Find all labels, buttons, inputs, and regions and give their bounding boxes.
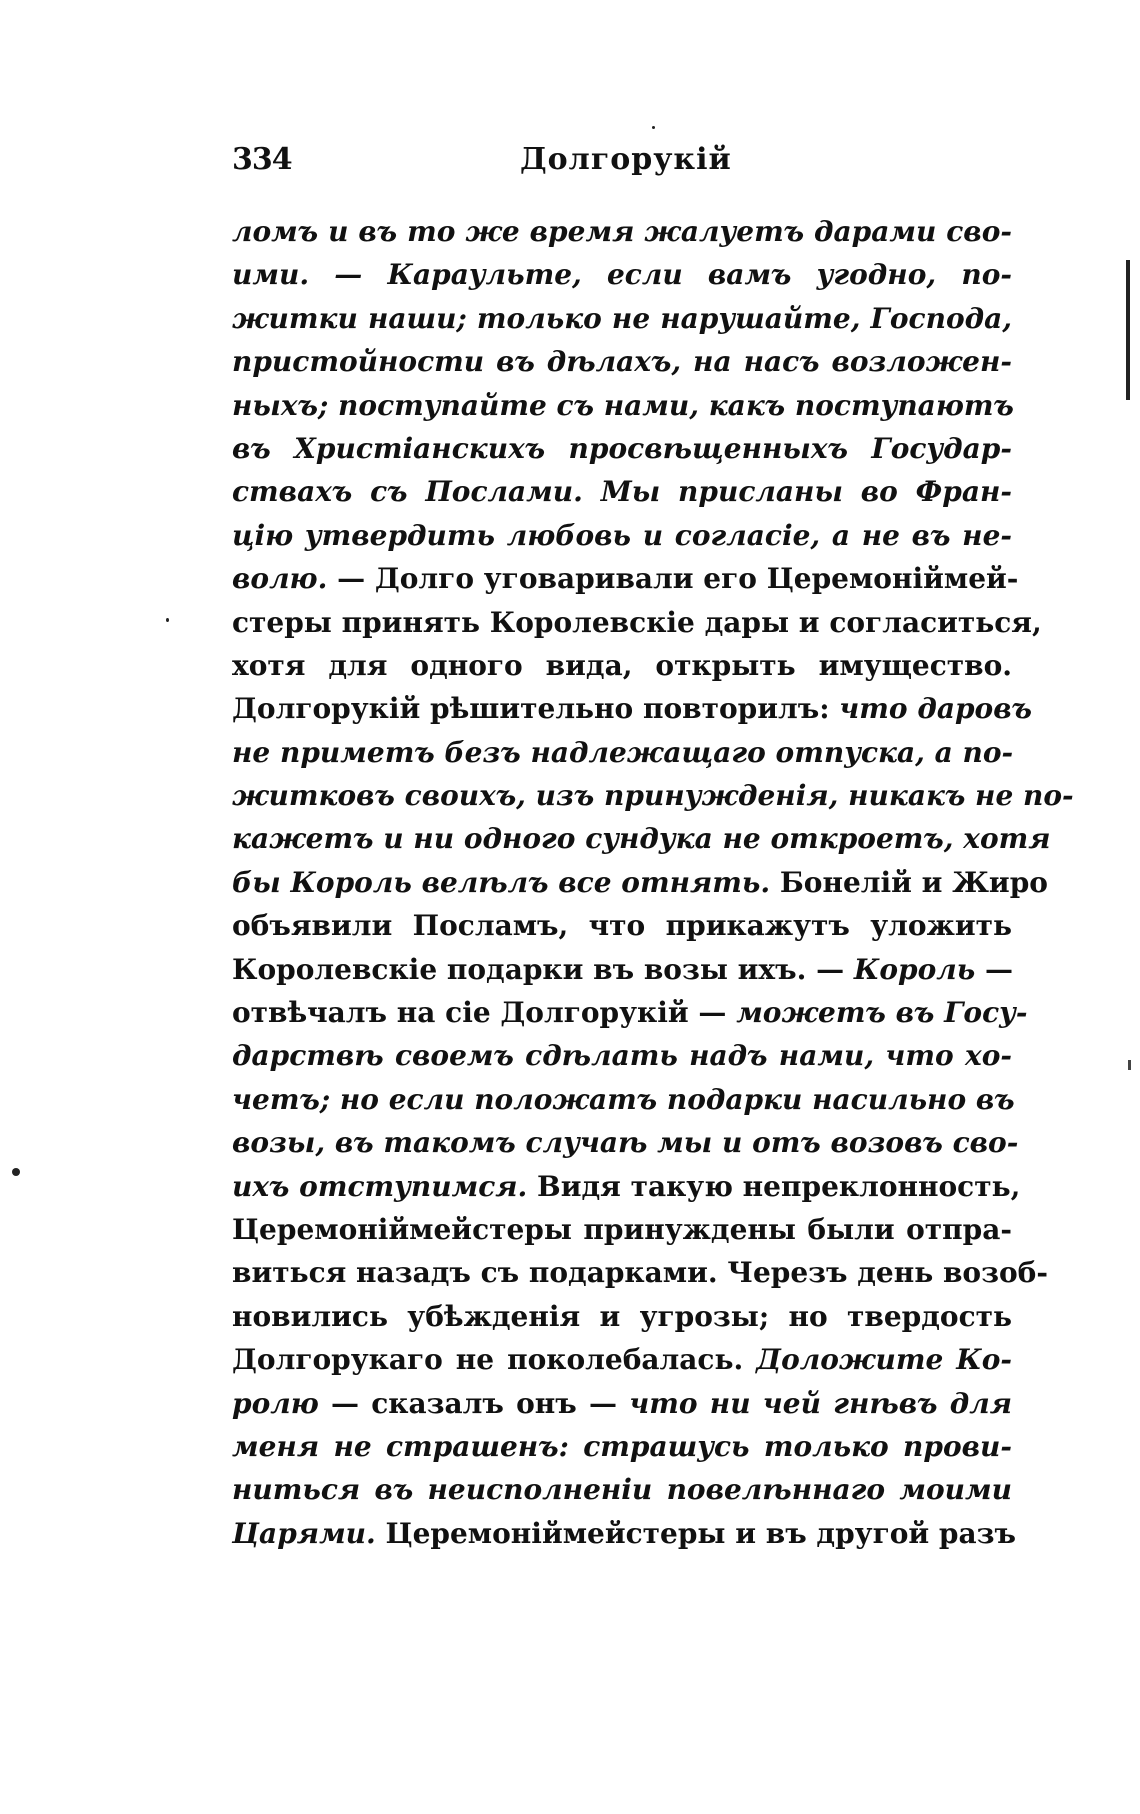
italic-segment: Доложите Ко- <box>756 1343 1012 1377</box>
text-line <box>232 210 1012 253</box>
text-line <box>232 1121 1019 1164</box>
roman-segment: — Долго уговаривали его Церемоніймей- <box>327 562 1019 596</box>
text-line <box>232 1425 1012 1468</box>
roman-segment: стеры принять Королевскіе дары и согласиться, <box>232 605 1042 639</box>
text-line <box>232 1382 1012 1425</box>
roman-segment: виться назадъ съ подарками. Черезъ день возоб- <box>232 1256 1048 1290</box>
body-text <box>232 210 1074 1555</box>
roman-segment: Церемоніймейстеры принуждены были отпра- <box>232 1212 1012 1246</box>
text-line <box>232 817 1051 860</box>
text-line <box>232 1295 1012 1338</box>
italic-segment: ломъ и въ то же время жалуетъ дарами сво- <box>232 215 1012 248</box>
italic-segment: житковъ своихъ, изъ принужденія, никакъ не по- <box>232 779 1074 813</box>
text-line <box>232 687 1032 730</box>
text-line <box>232 1165 1021 1208</box>
italic-segment: не приметъ безъ надлежащаго отпуска, а по- <box>232 735 1014 769</box>
text-line <box>232 991 1028 1034</box>
ink-speck <box>166 618 169 622</box>
text-line <box>232 470 1012 513</box>
ink-speck <box>652 126 655 129</box>
scan-edge-mark <box>1128 1060 1131 1070</box>
italic-segment: цію утвердить любовь и согласіе, а не въ не- <box>232 518 1012 552</box>
text-line <box>232 427 1012 470</box>
running-head: Долгорукій <box>520 142 732 177</box>
italic-segment: ствахъ съ Послами. Мы присланы во Фран- <box>232 475 1012 509</box>
text-line <box>232 731 1012 774</box>
italic-segment: меня не страшенъ: страшусь только прови- <box>232 1429 1012 1463</box>
italic-segment: дарствѣ своемъ сдѣлать надъ нами, что хо- <box>232 1039 1012 1073</box>
roman-segment: — <box>975 952 1013 986</box>
text-line <box>232 948 1012 991</box>
text-line <box>232 297 1012 340</box>
italic-segment: житки наши; только не нарушайте, Господа, <box>232 301 1012 335</box>
text-line <box>232 514 1012 557</box>
italic-segment: возы, въ такомъ случаѣ мы и отъ возовъ сво- <box>232 1126 1019 1160</box>
ink-speck <box>12 1168 20 1176</box>
roman-segment: Королевскіе подарки въ возы ихъ. — <box>232 952 854 986</box>
text-line <box>232 384 1012 427</box>
italic-segment: ролю <box>232 1386 319 1420</box>
roman-segment: хотя для одного вида, открыть имущество. <box>232 648 1012 682</box>
roman-segment: Бонелій и Жиро <box>770 865 1048 899</box>
text-line <box>232 1208 1012 1251</box>
text-line <box>232 644 1012 687</box>
italic-segment: четъ; но если положатъ подарки насильно въ <box>232 1082 1015 1116</box>
text-line <box>232 557 1019 600</box>
roman-segment: отвѣчалъ на сіе Долгорукій — <box>232 996 737 1030</box>
roman-segment: — сказалъ онъ — <box>318 1386 630 1420</box>
italic-segment: что даровъ <box>839 692 1032 726</box>
roman-segment: новились убѣжденія и угрозы; но твердость <box>232 1299 1012 1333</box>
text-line <box>232 601 1042 644</box>
text-line <box>232 861 1048 904</box>
scan-edge-mark <box>1126 260 1130 400</box>
text-line <box>232 1338 1012 1381</box>
italic-segment: Царями. <box>232 1516 376 1550</box>
roman-segment: Церемоніймейстеры и въ другой разъ <box>375 1516 1016 1550</box>
page-header <box>232 142 1014 192</box>
italic-segment: можетъ въ Госу- <box>736 996 1028 1030</box>
text-line <box>232 253 1012 296</box>
italic-segment: Король <box>853 952 976 986</box>
italic-segment: въ Христіанскихъ просвѣщенныхъ Государ- <box>232 431 1012 465</box>
italic-segment: ниться въ неисполненіи повелѣннаго моими <box>232 1473 1012 1507</box>
text-line <box>232 1251 1048 1294</box>
italic-segment: пристойности въ дѣлахъ, на насъ возложен- <box>232 345 1012 379</box>
text-line <box>232 1468 1012 1511</box>
text-line <box>232 1078 1015 1121</box>
italic-segment: ими. — Караульте, если вамъ угодно, по- <box>232 258 1012 292</box>
italic-segment: ныхъ; поступайте съ нами, какъ поступаютъ <box>232 388 1014 422</box>
text-line <box>232 1512 1016 1555</box>
page-number: 334 <box>232 142 292 177</box>
roman-segment: Видя такую непреклонность, <box>527 1169 1021 1203</box>
italic-segment: ихъ отступимся. <box>232 1169 528 1203</box>
italic-segment: что ни чей гнѣвъ для <box>629 1386 1012 1420</box>
italic-segment: бы Король велѣлъ все отнять. <box>232 865 771 899</box>
text-line <box>232 904 1012 947</box>
italic-segment: кажетъ и ни одного сундука не откроетъ, хотя <box>232 822 1051 856</box>
italic-segment: волю. <box>232 562 328 596</box>
roman-segment: Долгорукій рѣшительно повторилъ: <box>232 692 840 726</box>
roman-segment: Долгорукаго не поколебалась. <box>232 1343 757 1377</box>
text-line <box>232 1034 1012 1077</box>
roman-segment: объявили Посламъ, что прикажутъ уложить <box>232 909 1012 943</box>
text-line <box>232 340 1012 383</box>
text-line <box>232 774 1074 817</box>
